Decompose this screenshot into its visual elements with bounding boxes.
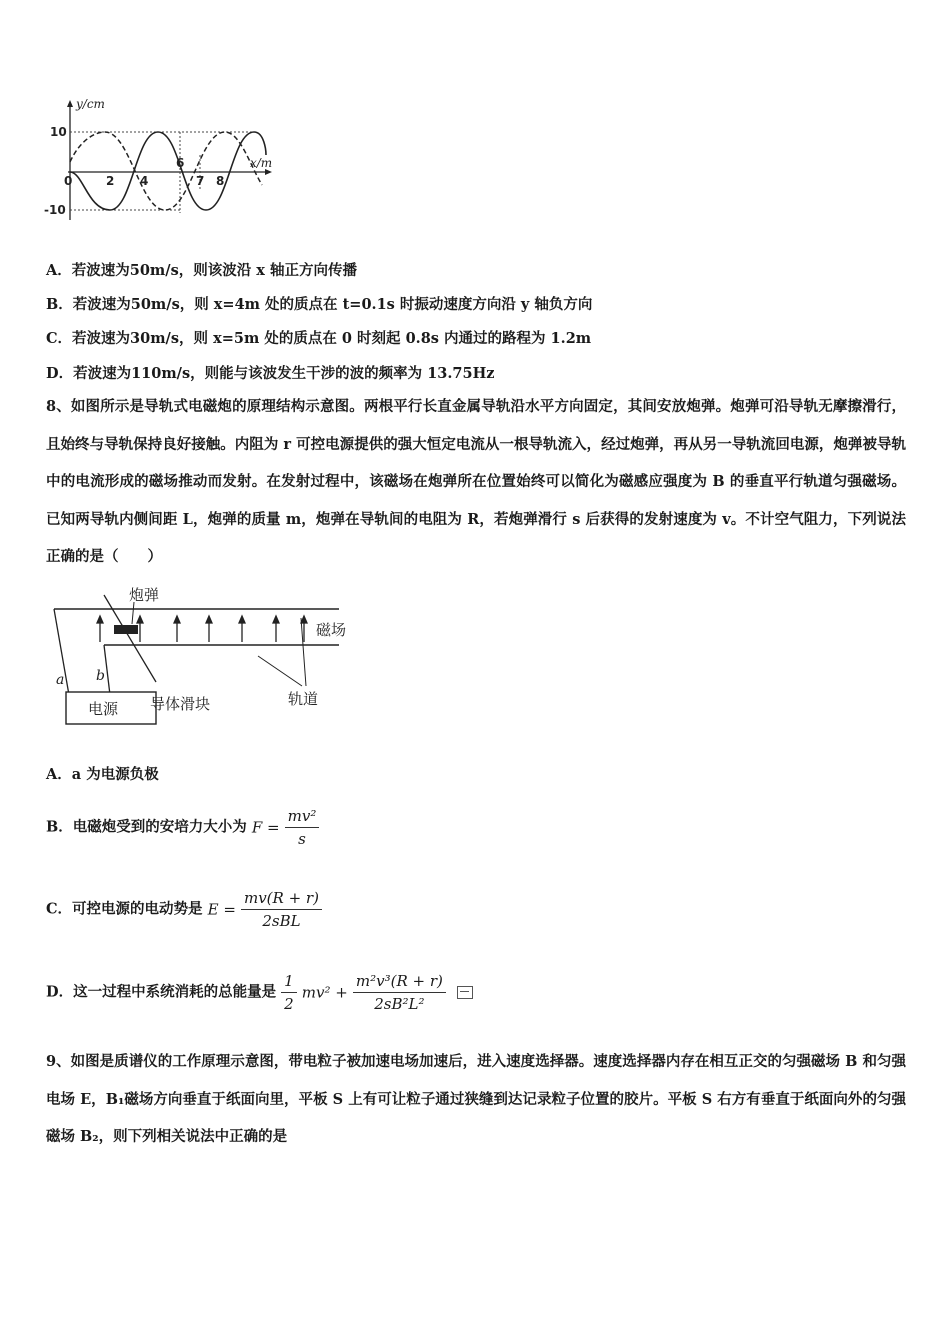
x-tick-8: 8: [216, 174, 225, 188]
q8-option-b-lhs: F =: [251, 818, 280, 837]
q8-option-d-numerator: m²v³(R + r): [353, 970, 446, 993]
q8-option-d-text: D．这一过程中系统消耗的总能量是: [46, 983, 277, 1001]
q7-option-a: A．若波速为50m/s，则该波沿 x 轴正方向传播: [46, 262, 357, 279]
y-tick-bottom: -10: [44, 203, 66, 217]
y-axis-arrow: [67, 100, 73, 107]
field-arrowhead: [239, 616, 245, 623]
q8-option-b-denominator: s: [298, 830, 306, 848]
field-arrowhead: [206, 616, 212, 623]
q8-option-d-half: [281, 970, 297, 1015]
label-b: b: [96, 668, 105, 684]
q8-option-c-numerator: mv(R + r): [241, 887, 322, 910]
q8-option-d-fraction: [353, 970, 446, 1015]
x-tick-2: 2: [106, 174, 115, 188]
q9-stem: 9、如图是质谱仪的工作原理示意图，带电粒子被加速电场加速后，进入速度选择器。速度选择器内存在相互正交的匀强磁场 B 和匀强电场 E，B₁磁场方向垂直于纸面向里，平板 S 上有可让粒子通过狭缝到达记录粒子位置的胶片。平板 S 右方有垂直于纸面向外的匀强磁场 B₂，则下列相关说法中正确的是: [46, 1053, 906, 1145]
x-tick-7: 7: [196, 174, 205, 188]
field-arrowhead: [137, 616, 143, 623]
slider-pointer: [104, 595, 156, 682]
q8-option-b: [46, 805, 319, 850]
q7-option-c: C．若波速为30m/s，则 x=5m 处的质点在 0 时刻起 0.8s 内通过的路程为 1.2m: [46, 330, 592, 347]
label-a: a: [56, 672, 65, 688]
equation-icon: [457, 986, 473, 999]
q8-option-c-denominator: 2sBL: [262, 912, 301, 930]
field-label: 磁场: [316, 621, 347, 639]
origin-label: 0: [64, 174, 73, 188]
x-tick-6: 6: [176, 156, 185, 170]
y-tick-top: 10: [50, 125, 67, 139]
q8-stem: 8、如图所示是导轨式电磁炮的原理结构示意图。两根平行长直金属导轨沿水平方向固定，其间安放炮弹。炮弹可沿导轨无摩擦滑行，且始终与导轨保持良好接触。内阻为 r 可控电源提供的强大恒定电流从一根导轨流入，经过炮弹，再从另一导轨流回电源，炮弹被导轨中的电流形成的磁场推动而发射。在发射过程中，该磁场在炮弹所在位置始终可以简化为磁感应强度为 B 的垂直平行轨道匀强磁场。已知两导轨内侧间距 L，炮弹的质量 m，炮弹在导轨间的电阻为 R，若炮弹滑行 s 后获得的发射速度为 v。不计空气阻力，下列说法正确的是（ ）: [46, 398, 906, 565]
solid-wave: [70, 132, 266, 210]
wave-graph: [40, 95, 280, 225]
x-axis-label: x/m: [250, 156, 273, 170]
slider-label: 导体滑块: [150, 695, 211, 713]
field-arrowhead: [301, 616, 307, 623]
y-axis-label: y/cm: [76, 97, 105, 111]
q8-option-d: [46, 970, 473, 1015]
q8-option-d-half-num: 1: [281, 970, 297, 993]
q8-option-c: [46, 887, 322, 932]
q8-option-d-term1: mv² +: [301, 983, 348, 1002]
q8-option-c-fraction: [241, 887, 322, 932]
dashed-wave: [70, 132, 262, 210]
field-arrowhead: [97, 616, 103, 623]
q8-option-b-fraction: [285, 805, 320, 850]
track-leader-1: [258, 656, 302, 686]
q8-option-d-denominator: 2sB²L²: [374, 995, 425, 1013]
railgun-diagram: [44, 580, 374, 730]
q8-option-c-text: C．可控电源的电动势是: [46, 900, 203, 918]
shell-label: 炮弹: [129, 586, 160, 604]
q8-option-b-text: B．电磁炮受到的安培力大小为: [46, 818, 247, 836]
field-arrowhead: [174, 616, 180, 623]
q8-option-a: A．a 为电源负极: [46, 766, 159, 783]
q8-option-b-numerator: mv²: [285, 805, 320, 828]
q7-option-b: B．若波速为50m/s，则 x=4m 处的质点在 t=0.1s 时振动速度方向沿 y 轴负方向: [46, 296, 593, 313]
q7-option-d: D．若波速为110m/s，则能与该波发生干涉的波的频率为 13.75Hz: [46, 365, 495, 382]
q8-option-d-half-den: 2: [284, 995, 294, 1013]
x-tick-4: 4: [140, 174, 149, 188]
field-arrowhead: [273, 616, 279, 623]
q8-option-c-lhs: E =: [207, 900, 236, 919]
track-label: 轨道: [288, 690, 319, 708]
shell-leader: [132, 602, 134, 624]
power-source-label: 电源: [88, 700, 119, 718]
